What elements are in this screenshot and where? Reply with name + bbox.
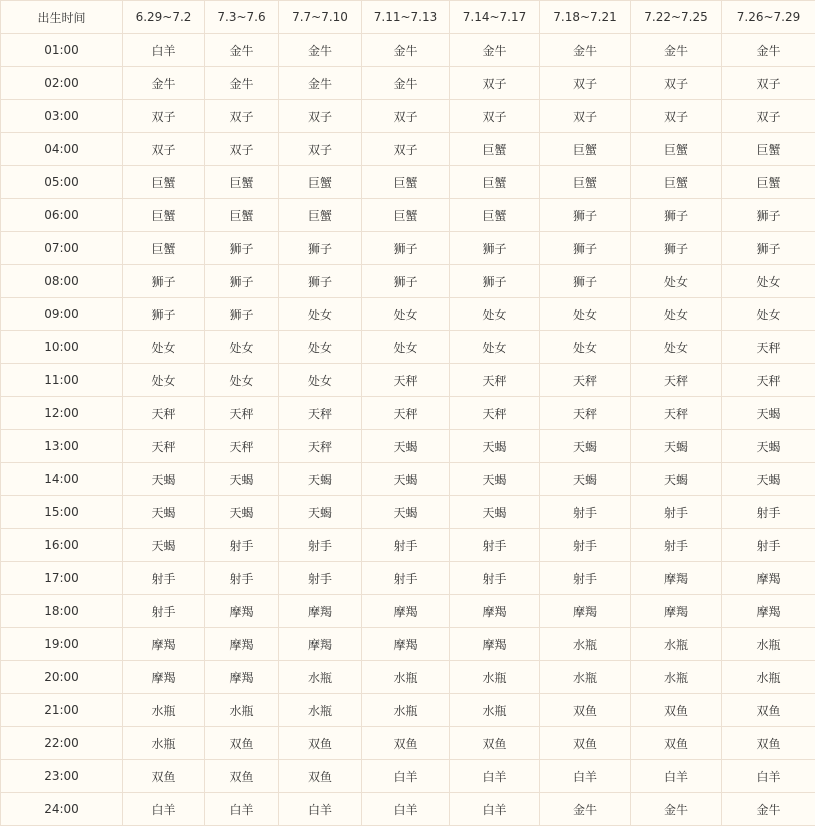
sign-cell: 射手: [540, 562, 631, 595]
sign-cell: 摩羯: [205, 628, 279, 661]
table-row: [1, 199, 815, 232]
sign-cell: 天蝎: [450, 496, 540, 529]
sign-cell: 巨蟹: [631, 166, 722, 199]
table-row: [1, 694, 815, 727]
sign-cell: 处女: [722, 298, 815, 331]
sign-cell: 天秤: [450, 397, 540, 430]
sign-cell: 处女: [123, 331, 205, 364]
sign-cell: 水瓶: [123, 727, 205, 760]
sign-cell: 天蝎: [279, 496, 362, 529]
sign-cell: 双子: [540, 100, 631, 133]
sign-cell: 天秤: [279, 397, 362, 430]
sign-cell: 双子: [722, 100, 815, 133]
sign-cell: 摩羯: [123, 628, 205, 661]
table-row: [1, 430, 815, 463]
sign-cell: 射手: [540, 496, 631, 529]
sign-cell: 处女: [205, 364, 279, 397]
sign-cell: 天蝎: [540, 430, 631, 463]
sign-cell: 摩羯: [631, 562, 722, 595]
sign-cell: 处女: [631, 265, 722, 298]
sign-cell: 白羊: [722, 760, 815, 793]
sign-cell: 天蝎: [123, 529, 205, 562]
time-cell: 20:00: [1, 661, 123, 694]
sign-cell: 双子: [631, 100, 722, 133]
sign-cell: 摩羯: [362, 628, 450, 661]
sign-cell: 水瓶: [279, 661, 362, 694]
sign-cell: 水瓶: [631, 661, 722, 694]
sign-cell: 天秤: [205, 397, 279, 430]
sign-cell: 金牛: [123, 67, 205, 100]
sign-cell: 天秤: [123, 397, 205, 430]
sign-cell: 天蝎: [205, 496, 279, 529]
sign-cell: 射手: [362, 562, 450, 595]
time-cell: 23:00: [1, 760, 123, 793]
sign-cell: 水瓶: [631, 628, 722, 661]
time-cell: 19:00: [1, 628, 123, 661]
sign-cell: 射手: [279, 529, 362, 562]
table-row: [1, 760, 815, 793]
sign-cell: 处女: [450, 298, 540, 331]
table-row: [1, 298, 815, 331]
sign-cell: 巨蟹: [123, 166, 205, 199]
sign-cell: 巨蟹: [123, 232, 205, 265]
table-row: [1, 166, 815, 199]
sign-cell: 狮子: [631, 199, 722, 232]
sign-cell: 摩羯: [722, 562, 815, 595]
sign-cell: 水瓶: [362, 694, 450, 727]
sign-cell: 巨蟹: [450, 166, 540, 199]
sign-cell: 巨蟹: [205, 199, 279, 232]
table-row: [1, 133, 815, 166]
sign-cell: 白羊: [362, 793, 450, 826]
sign-cell: 金牛: [279, 67, 362, 100]
sign-cell: 狮子: [540, 199, 631, 232]
sign-cell: 处女: [279, 331, 362, 364]
sign-cell: 金牛: [540, 793, 631, 826]
sign-cell: 天秤: [540, 364, 631, 397]
sign-cell: 白羊: [279, 793, 362, 826]
sign-cell: 双鱼: [123, 760, 205, 793]
sign-cell: 射手: [722, 496, 815, 529]
time-cell: 24:00: [1, 793, 123, 826]
header-date-range: 6.29~7.2: [123, 1, 205, 34]
sign-cell: 天蝎: [450, 463, 540, 496]
table-row: [1, 727, 815, 760]
sign-cell: 处女: [540, 331, 631, 364]
sign-cell: 巨蟹: [279, 199, 362, 232]
time-cell: 08:00: [1, 265, 123, 298]
sign-cell: 双子: [450, 67, 540, 100]
sign-cell: 白羊: [123, 34, 205, 67]
sign-cell: 狮子: [722, 232, 815, 265]
time-cell: 21:00: [1, 694, 123, 727]
sign-cell: 白羊: [362, 760, 450, 793]
sign-cell: 狮子: [279, 265, 362, 298]
time-cell: 09:00: [1, 298, 123, 331]
table-row: [1, 397, 815, 430]
sign-cell: 摩羯: [123, 661, 205, 694]
sign-cell: 天蝎: [205, 463, 279, 496]
sign-cell: 狮子: [631, 232, 722, 265]
sign-cell: 摩羯: [631, 595, 722, 628]
sign-cell: 水瓶: [205, 694, 279, 727]
sign-cell: 天蝎: [362, 463, 450, 496]
sign-cell: 摩羯: [450, 595, 540, 628]
header-date-range: 7.22~7.25: [631, 1, 722, 34]
sign-cell: 白羊: [205, 793, 279, 826]
sign-cell: 天蝎: [722, 463, 815, 496]
sign-cell: 处女: [279, 298, 362, 331]
sign-cell: 天蝎: [540, 463, 631, 496]
table-row: [1, 595, 815, 628]
sign-cell: 双鱼: [722, 727, 815, 760]
header-birth-time: 出生时间: [1, 1, 123, 34]
time-cell: 17:00: [1, 562, 123, 595]
sign-cell: 金牛: [362, 34, 450, 67]
sign-cell: 狮子: [450, 232, 540, 265]
sign-cell: 天秤: [540, 397, 631, 430]
sign-cell: 巨蟹: [205, 166, 279, 199]
time-cell: 10:00: [1, 331, 123, 364]
sign-cell: 金牛: [205, 67, 279, 100]
sign-cell: 天秤: [631, 364, 722, 397]
time-cell: 16:00: [1, 529, 123, 562]
table-row: [1, 529, 815, 562]
sign-cell: 处女: [450, 331, 540, 364]
sign-cell: 双鱼: [450, 727, 540, 760]
sign-cell: 双子: [205, 133, 279, 166]
sign-cell: 水瓶: [362, 661, 450, 694]
sign-cell: 处女: [205, 331, 279, 364]
sign-cell: 摩羯: [205, 661, 279, 694]
sign-cell: 天蝎: [450, 430, 540, 463]
sign-cell: 金牛: [279, 34, 362, 67]
sign-cell: 狮子: [205, 232, 279, 265]
sign-cell: 双鱼: [205, 727, 279, 760]
sign-cell: 双子: [123, 100, 205, 133]
sign-cell: 摩羯: [279, 628, 362, 661]
time-cell: 14:00: [1, 463, 123, 496]
sign-cell: 狮子: [362, 232, 450, 265]
sign-cell: 天秤: [279, 430, 362, 463]
sign-cell: 白羊: [631, 760, 722, 793]
time-cell: 01:00: [1, 34, 123, 67]
time-cell: 05:00: [1, 166, 123, 199]
sign-cell: 双子: [631, 67, 722, 100]
sign-cell: 狮子: [123, 298, 205, 331]
time-cell: 02:00: [1, 67, 123, 100]
sign-cell: 狮子: [450, 265, 540, 298]
sign-cell: 射手: [450, 529, 540, 562]
time-cell: 15:00: [1, 496, 123, 529]
sign-cell: 双子: [362, 100, 450, 133]
sign-cell: 金牛: [722, 793, 815, 826]
sign-cell: 双子: [722, 67, 815, 100]
sign-cell: 白羊: [540, 760, 631, 793]
sign-cell: 天蝎: [123, 496, 205, 529]
sign-cell: 水瓶: [279, 694, 362, 727]
sign-cell: 双鱼: [205, 760, 279, 793]
sign-cell: 射手: [631, 529, 722, 562]
sign-cell: 处女: [123, 364, 205, 397]
time-cell: 06:00: [1, 199, 123, 232]
sign-cell: 摩羯: [279, 595, 362, 628]
sign-cell: 狮子: [205, 265, 279, 298]
sign-cell: 水瓶: [450, 694, 540, 727]
sign-cell: 天秤: [722, 364, 815, 397]
sign-cell: 处女: [362, 331, 450, 364]
sign-cell: 双鱼: [631, 727, 722, 760]
sign-cell: 射手: [123, 562, 205, 595]
sign-cell: 天蝎: [722, 430, 815, 463]
table-row: [1, 34, 815, 67]
time-cell: 13:00: [1, 430, 123, 463]
sign-cell: 天秤: [362, 364, 450, 397]
sign-cell: 双子: [205, 100, 279, 133]
time-cell: 12:00: [1, 397, 123, 430]
sign-cell: 处女: [631, 331, 722, 364]
sign-cell: 金牛: [631, 34, 722, 67]
table-row: [1, 562, 815, 595]
sign-cell: 双鱼: [540, 727, 631, 760]
sign-cell: 射手: [450, 562, 540, 595]
table-row: [1, 331, 815, 364]
time-cell: 03:00: [1, 100, 123, 133]
sign-cell: 狮子: [279, 232, 362, 265]
sign-cell: 白羊: [450, 793, 540, 826]
sign-cell: 天蝎: [362, 430, 450, 463]
sign-cell: 水瓶: [450, 661, 540, 694]
table-row: [1, 793, 815, 826]
sign-cell: 水瓶: [722, 661, 815, 694]
sign-cell: 双子: [279, 100, 362, 133]
sign-cell: 白羊: [123, 793, 205, 826]
sign-cell: 处女: [540, 298, 631, 331]
sign-cell: 金牛: [540, 34, 631, 67]
table-row: [1, 496, 815, 529]
sign-cell: 金牛: [205, 34, 279, 67]
table-row: [1, 661, 815, 694]
sign-cell: 射手: [362, 529, 450, 562]
sign-cell: 天蝎: [631, 430, 722, 463]
sign-cell: 水瓶: [540, 628, 631, 661]
sign-cell: 天秤: [123, 430, 205, 463]
sign-cell: 双子: [279, 133, 362, 166]
sign-cell: 巨蟹: [540, 133, 631, 166]
header-date-range: 7.26~7.29: [722, 1, 815, 34]
sign-cell: 白羊: [450, 760, 540, 793]
header-date-range: 7.11~7.13: [362, 1, 450, 34]
sign-cell: 水瓶: [540, 661, 631, 694]
table-row: [1, 628, 815, 661]
sign-cell: 双鱼: [631, 694, 722, 727]
sign-cell: 金牛: [722, 34, 815, 67]
table-row: [1, 100, 815, 133]
sign-cell: 双鱼: [279, 760, 362, 793]
sign-cell: 射手: [205, 562, 279, 595]
sign-cell: 双子: [540, 67, 631, 100]
sign-cell: 双子: [123, 133, 205, 166]
table-body: [1, 34, 815, 826]
sign-cell: 狮子: [123, 265, 205, 298]
sign-cell: 天秤: [631, 397, 722, 430]
sign-cell: 金牛: [362, 67, 450, 100]
sign-cell: 双鱼: [722, 694, 815, 727]
time-cell: 22:00: [1, 727, 123, 760]
sign-cell: 射手: [722, 529, 815, 562]
sign-cell: 金牛: [631, 793, 722, 826]
sign-cell: 天秤: [362, 397, 450, 430]
sign-cell: 巨蟹: [362, 166, 450, 199]
time-cell: 18:00: [1, 595, 123, 628]
header-row: [1, 1, 815, 34]
sign-cell: 巨蟹: [362, 199, 450, 232]
sign-cell: 处女: [631, 298, 722, 331]
sign-cell: 射手: [205, 529, 279, 562]
sign-cell: 金牛: [450, 34, 540, 67]
sign-cell: 巨蟹: [631, 133, 722, 166]
sign-cell: 摩羯: [362, 595, 450, 628]
sign-cell: 射手: [631, 496, 722, 529]
sign-cell: 水瓶: [123, 694, 205, 727]
sign-cell: 天蝎: [362, 496, 450, 529]
header-date-range: 7.3~7.6: [205, 1, 279, 34]
sign-cell: 巨蟹: [450, 133, 540, 166]
sign-cell: 巨蟹: [722, 166, 815, 199]
sign-cell: 狮子: [540, 232, 631, 265]
sign-cell: 巨蟹: [540, 166, 631, 199]
sign-cell: 天秤: [722, 331, 815, 364]
sign-cell: 处女: [722, 265, 815, 298]
header-date-range: 7.14~7.17: [450, 1, 540, 34]
header-date-range: 7.7~7.10: [279, 1, 362, 34]
time-cell: 04:00: [1, 133, 123, 166]
sign-cell: 巨蟹: [279, 166, 362, 199]
header-date-range: 7.18~7.21: [540, 1, 631, 34]
sign-cell: 天秤: [450, 364, 540, 397]
sign-cell: 处女: [362, 298, 450, 331]
sign-cell: 天秤: [205, 430, 279, 463]
sign-cell: 天蝎: [279, 463, 362, 496]
table-row: [1, 364, 815, 397]
sign-cell: 天蝎: [722, 397, 815, 430]
sign-cell: 狮子: [722, 199, 815, 232]
sign-cell: 狮子: [540, 265, 631, 298]
sign-cell: 狮子: [205, 298, 279, 331]
table-row: [1, 67, 815, 100]
sign-cell: 摩羯: [540, 595, 631, 628]
sign-cell: 摩羯: [205, 595, 279, 628]
sign-cell: 巨蟹: [123, 199, 205, 232]
sign-cell: 双鱼: [540, 694, 631, 727]
table-row: [1, 265, 815, 298]
time-cell: 11:00: [1, 364, 123, 397]
sign-cell: 射手: [279, 562, 362, 595]
sign-cell: 天蝎: [631, 463, 722, 496]
sign-cell: 天蝎: [123, 463, 205, 496]
sign-cell: 双子: [450, 100, 540, 133]
table-row: [1, 232, 815, 265]
sign-cell: 射手: [540, 529, 631, 562]
sign-cell: 水瓶: [722, 628, 815, 661]
sign-cell: 射手: [123, 595, 205, 628]
sign-cell: 摩羯: [722, 595, 815, 628]
sign-cell: 巨蟹: [722, 133, 815, 166]
time-cell: 07:00: [1, 232, 123, 265]
sign-cell: 狮子: [362, 265, 450, 298]
sign-cell: 双鱼: [279, 727, 362, 760]
sign-cell: 处女: [279, 364, 362, 397]
sign-cell: 双鱼: [362, 727, 450, 760]
sign-cell: 巨蟹: [450, 199, 540, 232]
sign-cell: 摩羯: [450, 628, 540, 661]
sign-cell: 双子: [362, 133, 450, 166]
table-row: [1, 463, 815, 496]
